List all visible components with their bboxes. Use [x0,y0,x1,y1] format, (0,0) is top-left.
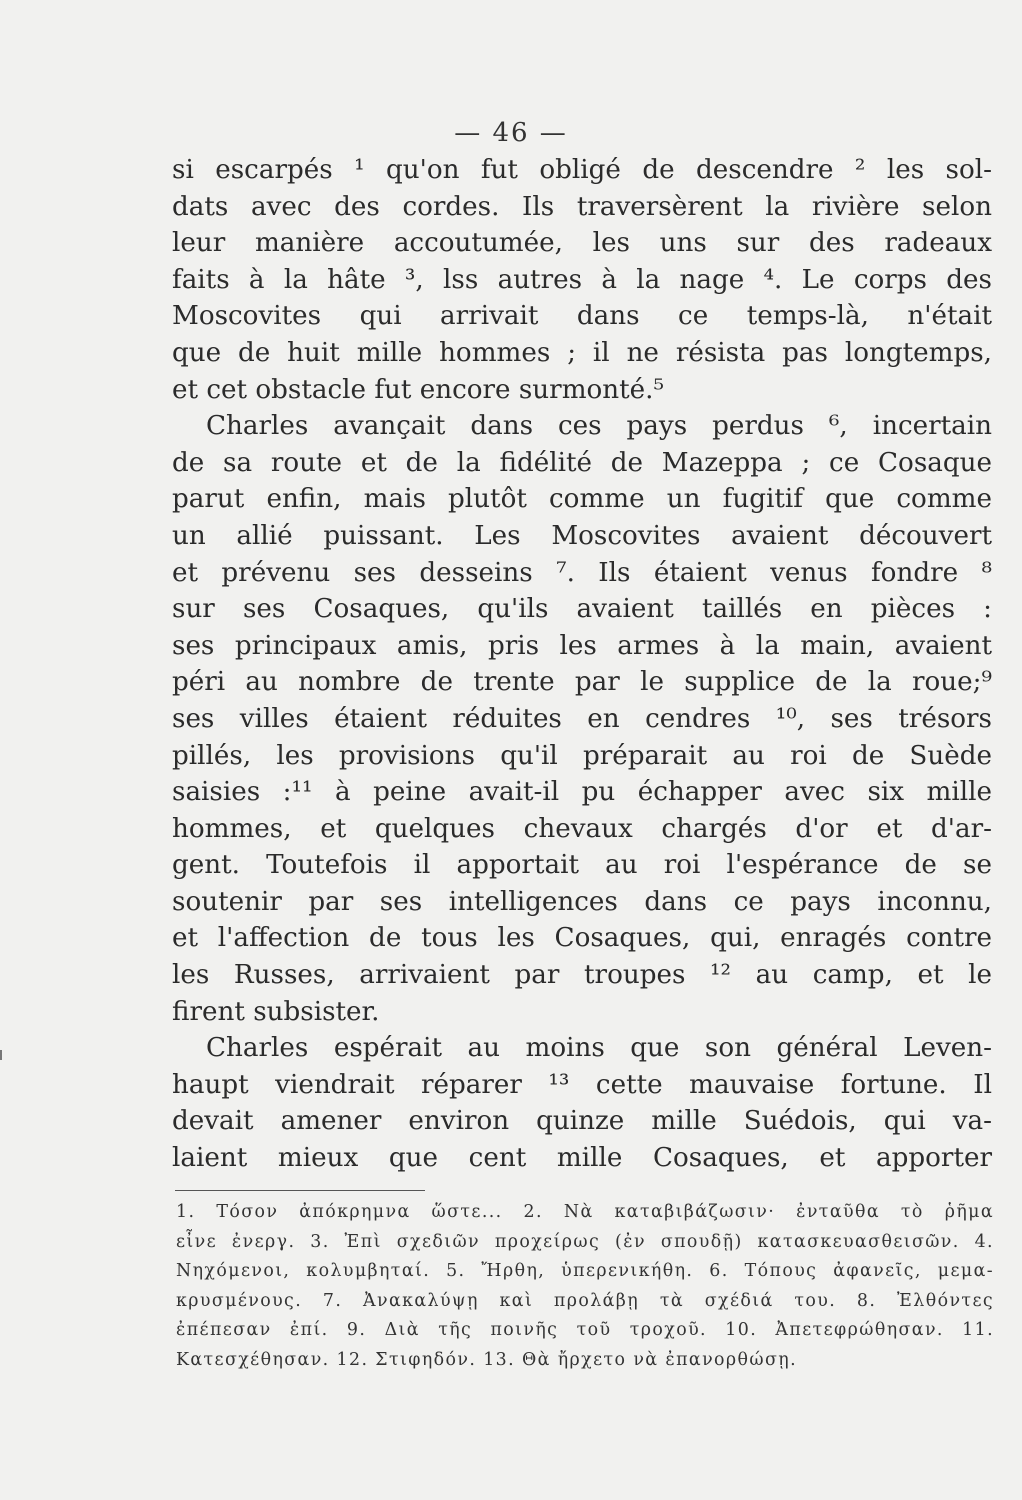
margin-mark [0,1050,2,1060]
footnote-line: εἶνε ἐνεργ. 3. Ἐπὶ σχεδιῶν προχείρως (ἐν σπουδῇ) κατασκευασθεισῶν. 4. [176,1231,994,1252]
text-line: haupt viendrait réparer ¹³ cette mauvaise fortune. Il [172,1069,992,1100]
text-line: les Russes, arrivaient par troupes ¹² au camp, et le [172,960,992,991]
text-line: sur ses Cosaques, qu'ils avaient taillés en pièces : [172,594,992,625]
main-text [172,152,992,1177]
paragraph-2 [172,408,992,1030]
footnote-line: Κατεσχέθησαν. 12. Στιφηδόν. 13. Θὰ ἤρχετο νὰ ἐπανορθώσῃ. [176,1349,798,1370]
text-line: Moscovites qui arrivait dans ce temps-là, n'était [172,301,992,332]
text-line: Charles avançait dans ces pays perdus ⁶, incertain [206,411,992,442]
text-line: faits à la hâte ³, lss autres à la nage ⁴. Le corps des [172,264,992,295]
text-line: saisies :¹¹ à peine avait-il pu échapper avec six mille [172,777,992,808]
text-line: ses villes étaient réduites en cendres ¹⁰, ses trésors [172,703,992,734]
text-line: de sa route et de la fidélité de Mazeppa ; ce Cosaque [172,447,992,478]
footnote-line: 1. Τόσον ἀπόκρημνα ὥστε... 2. Νὰ καταβιβάζωσιν· ἐνταῦθα τὸ ῥῆμα [176,1202,994,1222]
text-line: gent. Toutefois il apportait au roi l'espérance de se [172,850,992,881]
page-number: — 46 — [454,118,568,148]
text-line: et cet obstacle fut encore surmonté.⁵ [172,374,665,405]
text-line: parut enfin, mais plutôt comme un fugitif que comme [172,484,992,515]
text-line: dats avec des cordes. Ils traversèrent la rivière selon [172,191,992,222]
text-line: et l'affection de tous les Cosaques, qui, enragés contre [172,923,992,954]
text-line: Charles espérait au moins que son général Leven- [206,1033,992,1064]
text-line: laient mieux que cent mille Cosaques, et apporter [172,1143,992,1174]
text-line: hommes, et quelques chevaux chargés d'or et d'ar- [172,813,992,844]
paragraph-1 [172,152,992,408]
text-line: si escarpés ¹ qu'on fut obligé de descendre ² les sol- [172,155,992,185]
paragraph-3 [172,1030,992,1176]
footnote-line: Νηχόμενοι, κολυμβηταί. 5. Ἤρθη, ὑπερενικήθη. 6. Τόπους ἀφανεῖς, μεμα- [176,1261,994,1282]
text-line: leur manière accoutumée, les uns sur des radeaux [172,228,992,259]
text-line: péri au nombre de trente par le supplice de la roue;⁹ [172,667,992,698]
footnote-divider [175,1190,425,1191]
text-line: un allié puissant. Les Moscovites avaient découvert [172,520,992,551]
text-line: que de huit mille hommes ; il ne résista pas longtemps, [172,337,992,368]
text-line: pillés, les provisions qu'il préparait au roi de Suède [172,740,992,771]
text-line: devait amener environ quinze mille Suédois, qui va- [172,1106,992,1137]
text-line: soutenir par ses intelligences dans ce pays inconnu, [172,886,992,917]
text-line: firent subsister. [172,996,380,1027]
text-line: et prévenu ses desseins ⁷. Ils étaient venus fondre ⁸ [172,557,992,588]
text-line: ses principaux amis, pris les armes à la main, avaient [172,630,992,661]
footnote-line: κρυσμένους. 7. Ἀνακαλύψῃ καὶ προλάβῃ τὰ σχέδιά του. 8. Ἐλθόντες [176,1290,994,1311]
footnote-line: ἐπέπεσαν ἐπί. 9. Διὰ τῆς ποινῆς τοῦ τροχοῦ. 10. Ἀπετεφρώθησαν. 11. [176,1320,994,1341]
footnotes [176,1198,994,1376]
